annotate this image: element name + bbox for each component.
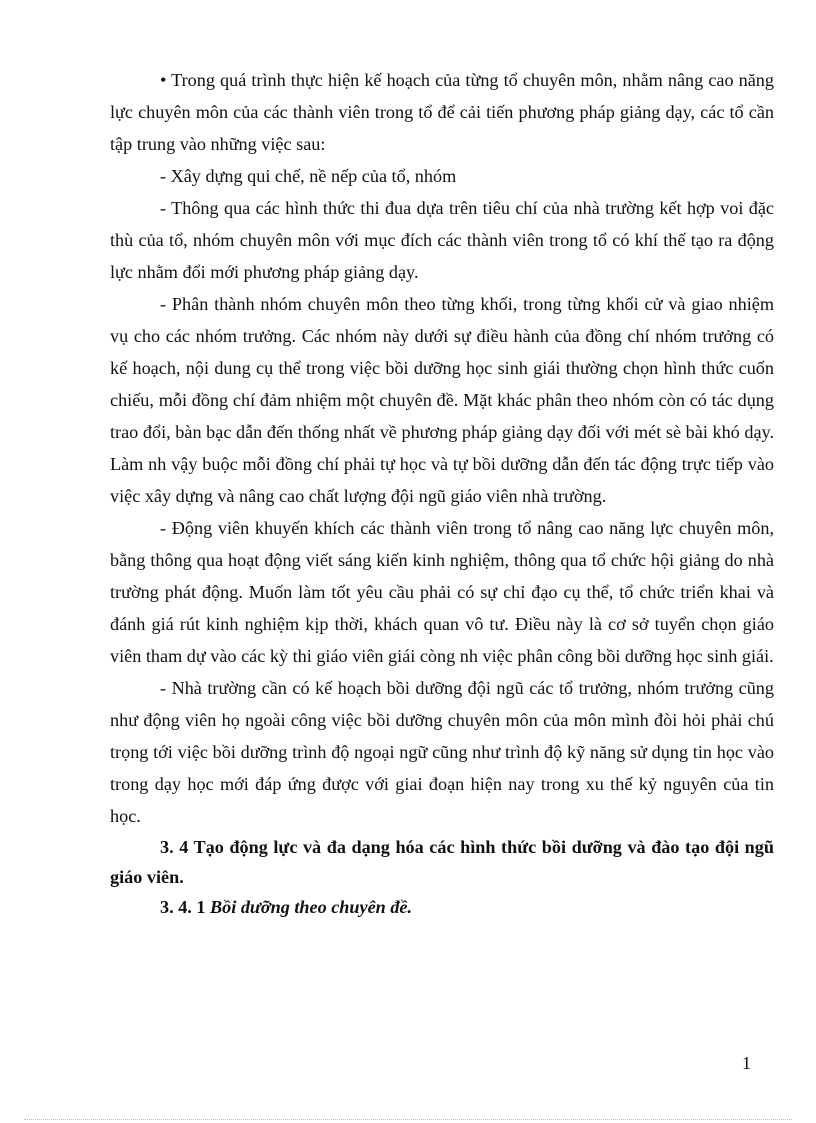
paragraph-leader-training: - Nhà trường cần có kế hoạch bồi dưỡng đội ngũ các tổ trưởng, nhóm trưởng cũng như động viên họ ngoài công việc bồi dưỡng chuyên môn của môn mình đòi hỏi phải chú trọng tới việc bồi dưỡng trình độ ngoại ngữ cũng như trình độ kỹ năng sử dụng tin học vào trong dạy học mới đáp ứng được với giai đoạn hiện nay trong xu thế kỷ nguyên của tin học. bbox=[110, 678, 774, 826]
page-bottom-divider bbox=[24, 1119, 792, 1120]
subsection-title: Bồi dưỡng theo chuyên đề. bbox=[210, 897, 413, 917]
paragraph-intro: • Trong quá trình thực hiện kế hoạch của từng tổ chuyên môn, nhằm nâng cao năng lực chuyên môn của các thành viên trong tổ để cải tiến phương pháp giảng dạy, các tổ cần tập trung vào những việc sau: bbox=[110, 70, 774, 154]
page-body bbox=[110, 64, 774, 922]
paragraph-motivation: - Động viên khuyến khích các thành viên trong tổ nâng cao năng lực chuyên môn, bằng thông qua hoạt động viết sáng kiến kinh nghiệm, thông qua tổ chức hội giảng do nhà trường phát động. Muốn làm tốt yêu cầu phải có sự chỉ đạo cụ thể, tổ chức triển khai và đánh giá rút kinh nghiệm kịp thời, khách quan vô tư. Điều này là cơ sở tuyển chọn giáo viên tham dự vào các kỳ thi giáo viên giái còng nh việc phân công bồi dưỡng học sinh giái. bbox=[110, 518, 774, 666]
paragraph-emulation: - Thông qua các hình thức thi đua dựa trên tiêu chí của nhà trường kết hợp voi đặc thù của tổ, nhóm chuyên môn với mục đích các thành viên trong tổ có khí thế tạo ra động lực nhằm đổi mới phương pháp giảng dạy. bbox=[110, 198, 774, 282]
section-heading: 3. 4 Tạo động lực và đa dạng hóa các hình thức bồi dưỡng và đào tạo đội ngũ giáo viên. bbox=[110, 837, 774, 887]
subsection-heading bbox=[110, 892, 774, 922]
page-number: 1 bbox=[742, 1053, 751, 1073]
subsection-number: 3. 4. 1 bbox=[160, 897, 211, 917]
paragraph-rules: - Xây dựng qui chế, nề nếp của tổ, nhóm bbox=[160, 166, 457, 186]
paragraph-groups: - Phân thành nhóm chuyên môn theo từng khối, trong từng khối cử và giao nhiệm vụ cho các nhóm trưởng. Các nhóm này dưới sự điều hành của đồng chí nhóm trưởng có kế hoạch, nội dung cụ thể trong việc bồi dưỡng học sinh giái thường chọn hình thức cuốn chiếu, mỗi đồng chí đảm nhiệm một chuyên đề. Mặt khác phân theo nhóm còn có tác dụng trao đổi, bàn bạc dẫn đến thống nhất về phương pháp giảng dạy đối với mét sè bài khó dạy. Làm nh vậy buộc mỗi đồng chí phải tự học và tự bồi dưỡng dẫn đến tác động trực tiếp vào việc xây dựng và nâng cao chất lượng đội ngũ giáo viên nhà trường. bbox=[110, 294, 774, 506]
